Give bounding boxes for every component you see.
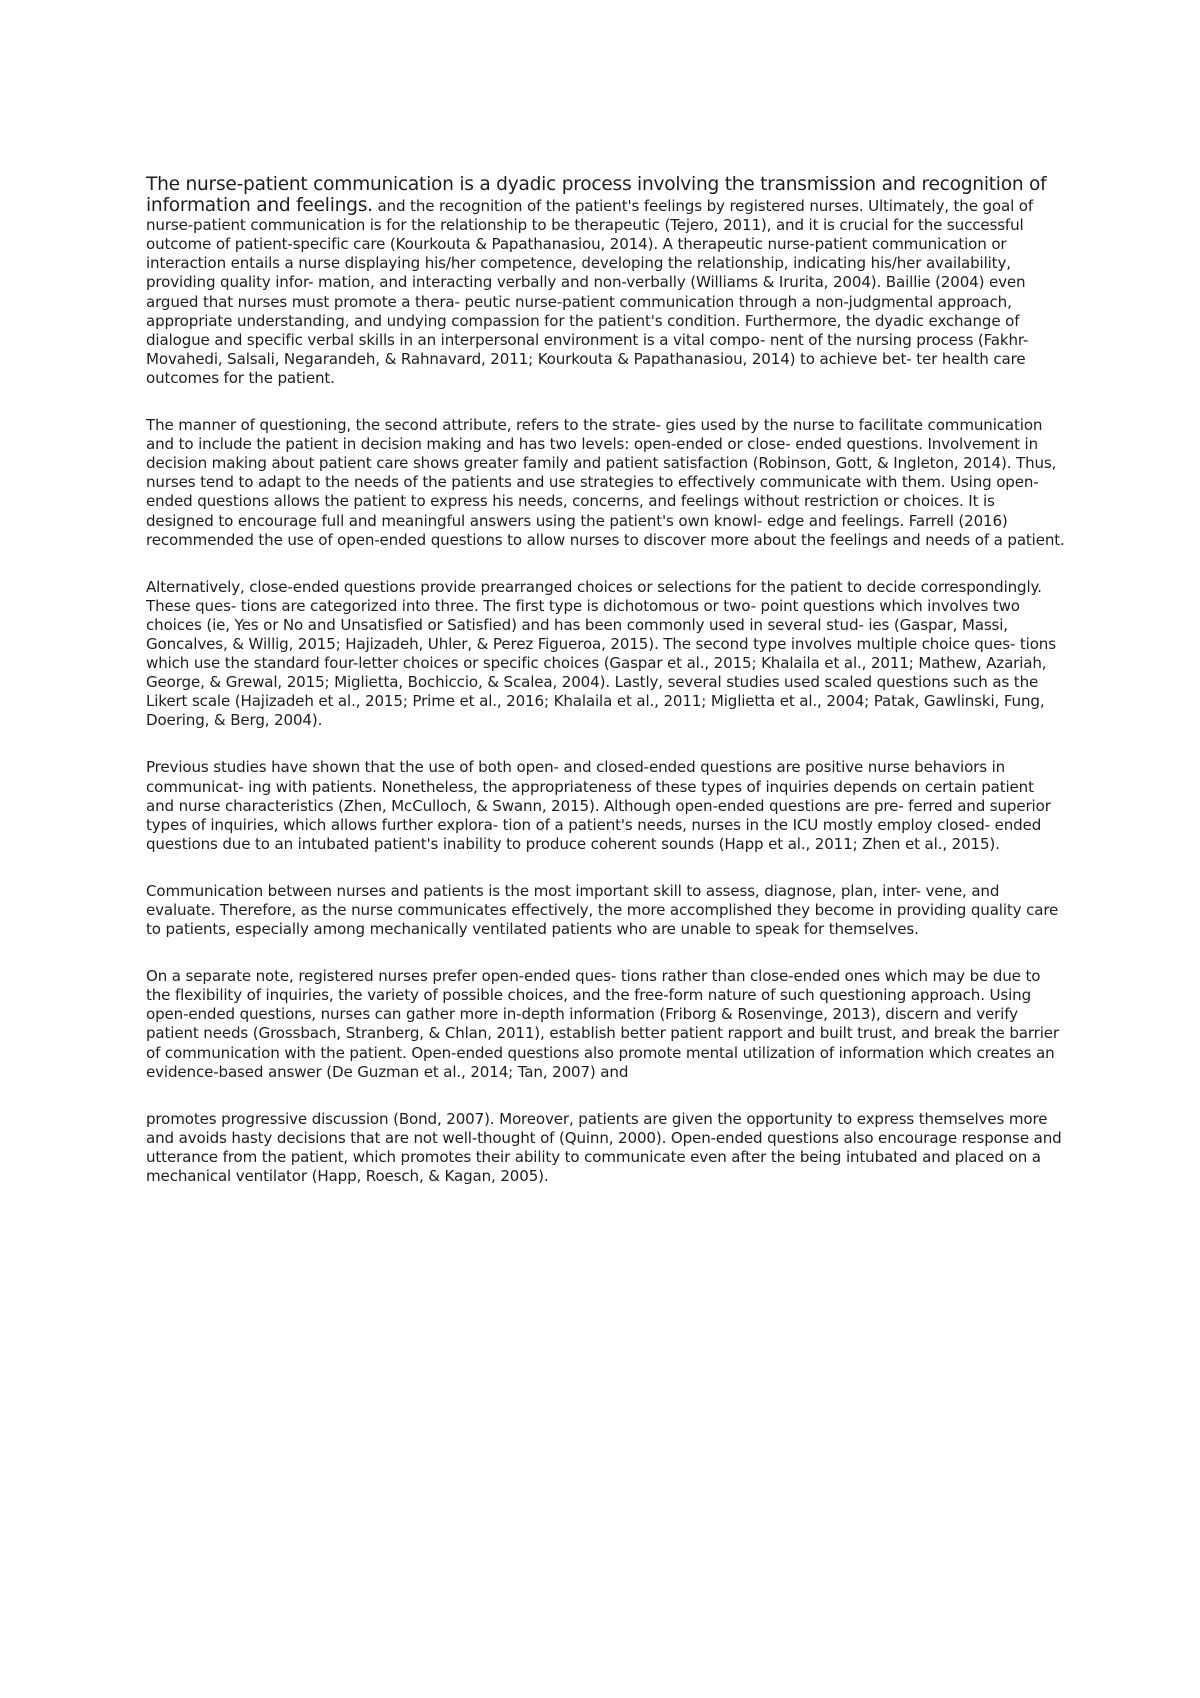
paragraph-previous-studies: Previous studies have shown that the use of both open- and closed-ended questions are positive nurse behaviors in communicat- ing with patients. Nonetheless, the appropriateness of these types of inquiries depends on certain patient and nurse characteristics (Zhen, McCulloch, & Swann, 2015). Although open-ended questions are pre- ferred and superior types of inquiries, which allows further explora- tion of a patient's needs, nurses in the ICU mostly employ closed- ended questions due to an intubated patient's inability to produce coherent sounds (Happ et al., 2011; Zhen et al., 2015). — [146, 758, 1051, 853]
document-body — [146, 174, 1066, 1214]
lead-sentence: The nurse-patient communication is a dyadic process involving the transmission and recognition of information and feelings. — [146, 174, 1047, 217]
paragraph-communication-definition — [146, 174, 1066, 388]
paragraph-manner-of-questioning: The manner of questioning, the second attribute, refers to the strate- gies used by the nurse to facilitate communication and to include the patient in decision making and has two levels: open-ended or close- ended questions. Involvement in decision making about patient care shows greater family and patient satisfaction (Robinson, Gott, & Ingleton, 2014). Thus, nurses tend to adapt to the needs of the patients and use strategies to effectively communicate with them. Using open-ended questions allows the patient to express his needs, concerns, and feelings without restriction or choices. It is designed to encourage full and meaningful answers using the patient's own knowl- edge and feelings. Farrell (2016) recommended the use of open-ended questions to allow nurses to discover more about the feelings and needs of a patient. — [146, 416, 1065, 549]
paragraph-open-ended-preference: On a separate note, registered nurses prefer open-ended ques- tions rather than close-ended ones which may be due to the flexibility of inquiries, the variety of possible choices, and the free-form nature of such questioning approach. Using open-ended questions, nurses can gather more in-depth information (Friborg & Rosenvinge, 2013), discern and verify patient needs (Grossbach, Stranberg, & Chlan, 2011), establish better patient rapport and built trust, and break the barrier of communication with the patient. Open-ended questions also promote mental utilization of information which creates an evidence-based answer (De Guzman et al., 2014; Tan, 2007) and — [146, 967, 1059, 1081]
paragraph-communication-skill: Communication between nurses and patients is the most important skill to assess, diagnose, plan, inter- vene, and evaluate. Therefore, as the nurse communicates effectively, the more accomplished they become in providing quality care to patients, especially among mechanically ventilated patients who are unable to speak for themselves. — [146, 881, 1059, 939]
paragraph-progressive-discussion: promotes progressive discussion (Bond, 2007). Moreover, patients are given the opportunity to express themselves more and avoids hasty decisions that are not well-thought of (Quinn, 2000). Open-ended questions also encourage response and utterance from the patient, which promotes their ability to communicate even after the being intubated and placed on a mechanical ventilator (Happ, Roesch, & Kagan, 2005). — [146, 1109, 1062, 1186]
paragraph-text: and the recognition of the patient's feelings by registered nurses. Ultimately, the goal of nurse-patient communication is for the relationship to be therapeutic (Tejero, 2011), and it is crucial for the successful outcome of patient-specific care (Kourkouta & Papathanasiou, 2014). A therapeutic nurse-patient communication or interaction entails a nurse displaying his/her competence, developing the relationship, indicating his/her availability, providing quality infor- mation, and interacting verbally and non-verbally (Williams & Irurita, 2004). Baillie (2004) even argued that nurses must promote a thera- peutic nurse-patient communication through a non-judgmental approach, appropriate understanding, and undying compassion for the patient's condition. Furthermore, the dyadic exchange of dialogue and specific verbal skills in an interpersonal environment is a vital compo- nent of the nursing process (Fakhr-Movahedi, Salsali, Negarandeh, & Rahnavard, 2011; Kourkouta & Papathanasiou, 2014) to achieve bet- ter health care outcomes for the patient. — [146, 197, 1034, 387]
paragraph-close-ended-questions: Alternatively, close-ended questions provide prearranged choices or selections for the patient to decide correspondingly. These ques- tions are categorized into three. The first type is dichotomous or two- point questions which involves two choices (ie, Yes or No and Unsatisfied or Satisfied) and has been commonly used in several stud- ies (Gaspar, Massi, Goncalves, & Willig, 2015; Hajizadeh, Uhler, & Perez Figueroa, 2015). The second type involves multiple choice ques- tions which use the standard four-letter choices or specific choices (Gaspar et al., 2015; Khalaila et al., 2011; Mathew, Azariah, George, & Grewal, 2015; Miglietta, Bochiccio, & Scalea, 2004). Lastly, several studies used scaled questions such as the Likert scale (Hajizadeh et al., 2015; Prime et al., 2016; Khalaila et al., 2011; Miglietta et al., 2004; Patak, Gawlinski, Fung, Doering, & Berg, 2004). — [146, 577, 1056, 730]
